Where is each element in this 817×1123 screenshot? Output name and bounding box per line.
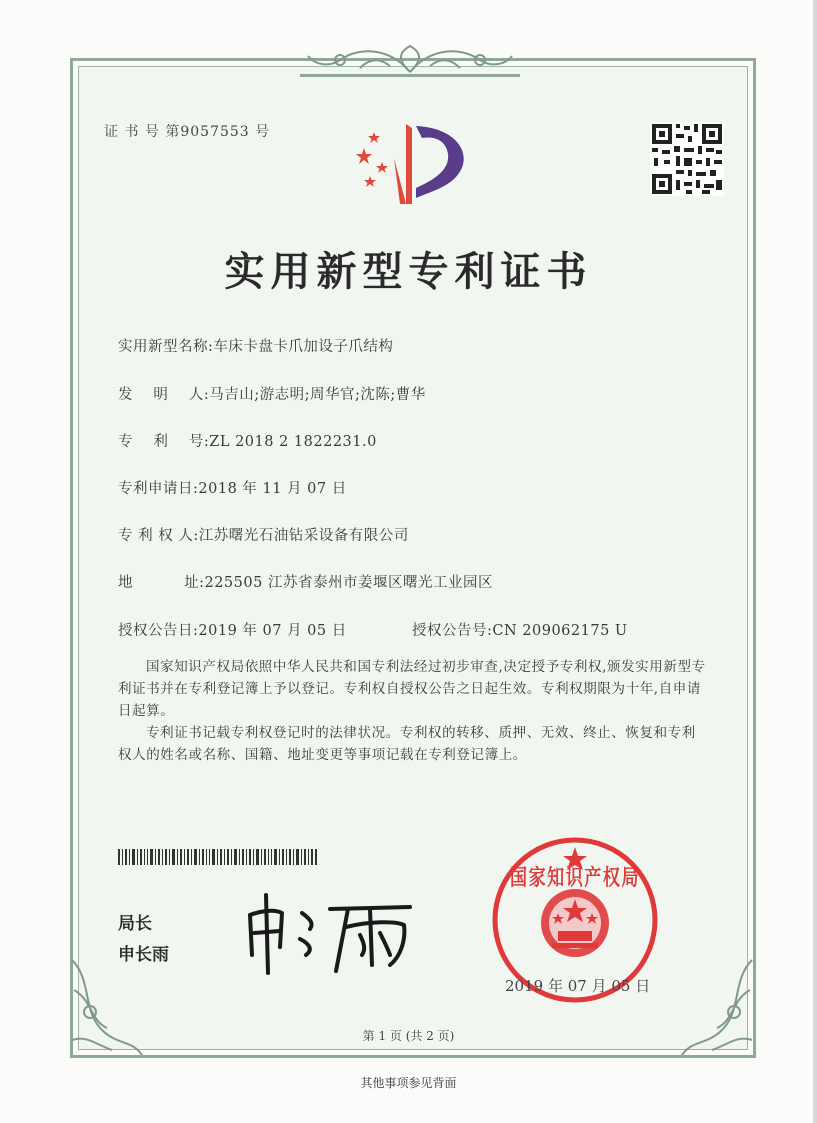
certificate-title: 实用新型专利证书 [224,249,593,295]
scan-edge [813,0,817,1123]
field-value: 马吉山;游志明;周华官;沈陈;曹华 [209,387,426,403]
certificate-number: 证 书 号 第9057553 号 [104,124,271,140]
field-value: 车床卡盘卡爪加设子爪结构 [213,339,394,355]
utility-model-name-row [118,335,393,356]
director-title: 局长 [118,914,152,934]
field-label: 专利申请日: [118,481,199,497]
page-number: 第 1 页 (共 2 页) [362,1029,455,1043]
field-label: 授权公告号: [412,623,493,639]
grant-date-row [118,619,347,640]
director-signature [240,885,420,980]
patentee-row [118,524,409,545]
field-label: 专 利 号: [118,434,210,450]
patent-number-row [118,430,377,451]
footer-note: 其他事项参见背面 [360,1076,457,1090]
filing-date-row [118,477,347,498]
field-value: 2018 年 11 月 07 日 [198,481,347,497]
director-name: 申长雨 [118,945,169,965]
bottom-left-ornament [62,950,152,1070]
body-paragraph-1: 国家知识产权局依照中华人民共和国专利法经过初步审查,决定授予专利权,颁发实用新型专利证书并在专利登记簿上予以登记。专利权自授权公告之日起生效。专利权期限为十年,自申请日起算。 [118,659,706,719]
inventor-row [118,383,426,404]
bottom-right-ornament [672,950,762,1070]
field-label: 实用新型名称: [118,339,214,355]
field-value: 江苏曙光石油钻采设备有限公司 [198,528,409,544]
field-value: 225505 江苏省泰州市姜堰区曙光工业园区 [204,575,493,591]
grant-number-row [412,619,628,640]
field-value: CN 209062175 U [492,623,628,639]
address-row [118,571,493,592]
seal-date: 2019 年 07 月 05 日 [505,977,651,995]
field-label: 发 明 人: [118,387,210,403]
field-label: 地 址: [118,575,205,591]
top-ornament [300,38,520,80]
field-label: 授权公告日: [118,623,199,639]
qr-code-icon [650,122,724,196]
body-paragraph-2: 专利证书记载专利权登记时的法律状况。专利权的转移、质押、无效、终止、恢复和专利权人的姓名或名称、国籍、地址变更等事项记载在专利登记簿上。 [118,725,696,763]
field-value: 2019 年 07 月 05 日 [198,623,347,639]
cnipa-logo-icon [350,118,480,210]
field-label: 专 利 权 人: [118,528,199,544]
seal-text: 国家知识产权局 [510,866,679,891]
field-value: ZL 2018 2 1822231.0 [209,434,377,450]
barcode-icon [118,849,318,865]
